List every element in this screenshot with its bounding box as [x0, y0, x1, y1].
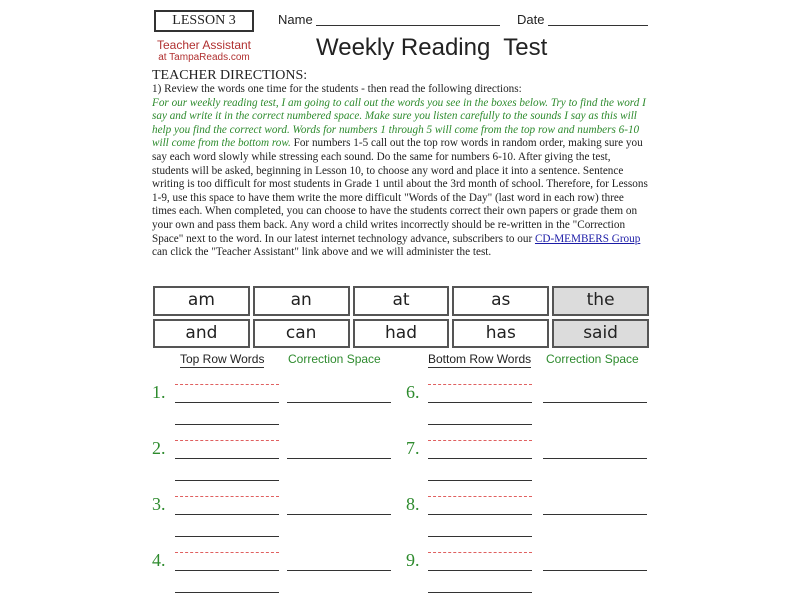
correction-line[interactable] — [287, 458, 391, 459]
baseline-guide — [428, 536, 532, 537]
word-cell: am — [153, 286, 250, 316]
word-cell: has — [452, 319, 549, 349]
answer-line[interactable] — [428, 570, 532, 571]
baseline-guide — [175, 536, 279, 537]
directions-body: For numbers 1-5 call out the top row words in random order, making sure you say each word slowly while stressing each sound. Do the same for numbers 6-10. After giving the test, students will be asked, beginning in Lesson 10, to choose any word and place it into a sentence. Sentence writing is too difficult for most students in Grade 1 until about the 3rd month of school. Therefore, for Lessons 1-9, use this space to have them write the more difficult "Words of the Day" (last word in each row) three times each. When completed, you can choose to have the students correct their own papers or grade them on your own and pass them back. Any word a child writes incorrectly should be re-written in the "Correction Space" next to the word. In our latest internet technology advance, subscribers to our — [152, 137, 648, 245]
answer-number: 2. — [152, 438, 166, 458]
word-of-the-day-cell: said — [552, 319, 649, 349]
correction-line[interactable] — [543, 458, 647, 459]
word-cell: at — [353, 286, 450, 316]
bottom-row-heading: Bottom Row Words — [428, 352, 532, 366]
midline-guide — [428, 440, 532, 441]
answer-line[interactable] — [428, 458, 532, 459]
word-cell: can — [253, 319, 350, 349]
baseline-guide — [428, 480, 532, 481]
baseline-guide — [175, 592, 279, 593]
baseline-guide — [428, 592, 532, 593]
midline-guide — [175, 496, 279, 497]
answer-line[interactable] — [175, 458, 279, 459]
word-cell: an — [253, 286, 350, 316]
correction-line[interactable] — [287, 514, 391, 515]
correction-line[interactable] — [543, 570, 647, 571]
word-cell: had — [353, 319, 450, 349]
answer-number: 7. — [406, 438, 420, 458]
answer-number: 4. — [152, 550, 166, 570]
page-title: Weekly Reading Test — [316, 34, 548, 61]
word-grid — [153, 286, 649, 348]
cd-members-link[interactable]: CD-MEMBERS Group — [534, 232, 641, 245]
word-cell: and — [153, 319, 250, 349]
answer-line[interactable] — [175, 402, 279, 403]
teacher-assistant-site: at TampaReads.com — [158, 52, 250, 63]
correction-line[interactable] — [287, 570, 391, 571]
name-label: Name — [278, 12, 313, 27]
answer-line[interactable] — [175, 514, 279, 515]
name-line — [316, 25, 500, 26]
teacher-assistant-link[interactable] — [152, 38, 256, 64]
midline-guide — [428, 552, 532, 553]
answer-line[interactable] — [428, 402, 532, 403]
baseline-guide — [175, 480, 279, 481]
word-of-the-day-cell: the — [552, 286, 649, 316]
answer-number: 8. — [406, 494, 420, 514]
answer-number: 3. — [152, 494, 166, 514]
directions-text — [152, 83, 648, 260]
midline-guide — [175, 384, 279, 385]
correction-line[interactable] — [543, 402, 647, 403]
answer-number: 6. — [406, 382, 420, 402]
date-line — [548, 25, 648, 26]
answer-line[interactable] — [175, 570, 279, 571]
directions-script: For our weekly reading test, I am going to call out the words you see in the boxes below. Try to find the word I say and write it in the correct numbered space. Make sure you listen carefully to the sounds I say as this will help you find the correct word. Words for numbers 1 through 5 will come from the top row and numbers 6-10 will come from the bottom row. — [152, 96, 646, 150]
answer-line[interactable] — [428, 514, 532, 515]
lesson-label: LESSON 3 — [154, 10, 254, 32]
correction-line[interactable] — [287, 402, 391, 403]
baseline-guide — [428, 424, 532, 425]
date-label: Date — [517, 12, 545, 27]
word-cell: as — [452, 286, 549, 316]
midline-guide — [428, 384, 532, 385]
answer-number: 9. — [406, 550, 420, 570]
directions-step: 1) Review the words one time for the students - then read the following directions: — [152, 83, 522, 95]
midline-guide — [175, 440, 279, 441]
teacher-assistant-title: Teacher Assistant — [156, 38, 252, 52]
correction-line[interactable] — [543, 514, 647, 515]
answer-number: 1. — [152, 382, 166, 402]
midline-guide — [428, 496, 532, 497]
baseline-guide — [175, 424, 279, 425]
directions-end: can click the "Teacher Assistant" link above and we will administer the test. — [152, 246, 492, 259]
correction-heading: Correction Space — [288, 352, 381, 366]
top-row-heading: Top Row Words — [180, 352, 265, 366]
correction-heading: Correction Space — [546, 352, 639, 366]
directions-heading: TEACHER DIRECTIONS: — [152, 68, 308, 83]
midline-guide — [175, 552, 279, 553]
